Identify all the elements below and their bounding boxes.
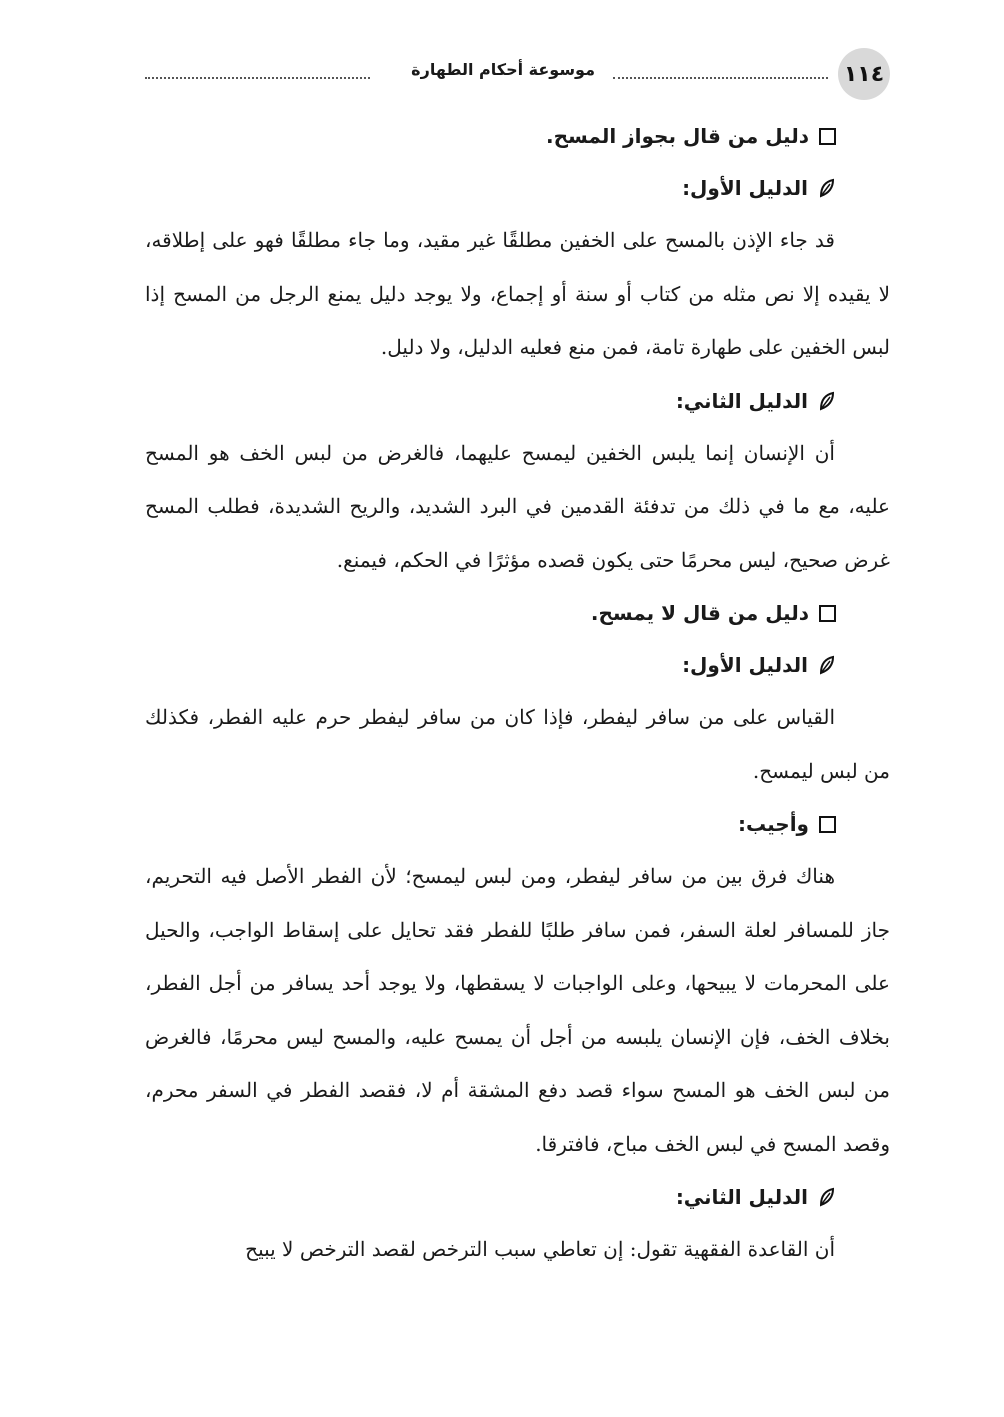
header-dotted-rule-right	[613, 77, 828, 79]
header-dotted-rule-left	[145, 77, 370, 79]
checkbox-square-icon	[819, 605, 836, 622]
evidence-heading-text: الدليل الأول:	[682, 653, 808, 677]
evidence-heading-text: الدليل الثاني:	[675, 1185, 808, 1209]
section-heading	[145, 798, 836, 850]
paragraph: قد جاء الإذن بالمسح على الخفين مطلقًا غير مقيد، وما جاء مطلقًا فهو على إطلاقه، لا يقيده إلا نص مثله من كتاب أو سنة أو إجماع، ولا يوجد دليل يمنع الرجل من المسح إذا لبس الخفين على طهارة تامة، فمن منع فعليه الدليل، ولا دليل.	[145, 228, 890, 359]
paragraph: أن الإنسان إنما يلبس الخفين ليمسح عليهما، فالغرض من لبس الخف هو المسح عليه، مع ما في ذلك من تدفئة القدمين في البرد الشديد، والريح الشديدة، فطلب المسح غرض صحيح، ليس محرمًا حتى يكون قصده مؤثرًا في الحكم، فيمنع.	[145, 440, 890, 572]
paragraph: هناك فرق بين من سافر ليفطر، ومن لبس ليمسح؛ لأن الفطر الأصل فيه التحريم، جاز للمسافر لعلة السفر، فمن سافر طلبًا للفطر فقد تحايل على إسقاط الواجب، والحيل على المحرمات لا يبيحها، وعلى الواجبات لا يسقطها، ولا يوجد أحد يسافر من أجل الفطر، بخلاف الخف، فإن الإنسان يلبسه من أجل أن يمسح عليه، والمسح ليس محرمًا، فالغرض من لبس الخف هو المسح سواء قصد دفع المشقة أم لا، فقصد الفطر في السفر محرم، وقصد المسح في لبس الخف مباح، فافترقا.	[145, 864, 890, 1156]
section-heading-text: وأجيب:	[737, 812, 809, 836]
section-heading-text: دليل من قال لا يمسح.	[590, 601, 809, 625]
evidence-heading	[145, 639, 836, 691]
page-number: ١١٤	[838, 48, 890, 100]
page-header	[145, 48, 890, 100]
leaf-icon	[818, 178, 836, 198]
evidence-heading	[145, 162, 836, 214]
checkbox-square-icon	[819, 816, 836, 833]
page-content	[145, 110, 890, 1277]
leaf-icon	[818, 655, 836, 675]
paragraph: القياس على من سافر ليفطر، فإذا كان من سافر ليفطر حرم عليه الفطر، فكذلك من لبس ليمسح.	[145, 705, 890, 783]
leaf-icon	[818, 1187, 836, 1207]
section-heading-text: دليل من قال بجواز المسح.	[546, 124, 809, 148]
evidence-heading-text: الدليل الأول:	[682, 176, 808, 200]
book-title: موسوعة أحكام الطهارة	[411, 60, 595, 79]
checkbox-square-icon	[819, 128, 836, 145]
evidence-heading	[145, 1171, 836, 1223]
evidence-heading-text: الدليل الثاني:	[675, 388, 808, 413]
evidence-heading	[145, 375, 836, 427]
section-heading	[145, 587, 836, 639]
paragraph: أن القاعدة الفقهية تقول: إن تعاطي سبب الترخص لقصد الترخص لا يبيح	[245, 1237, 835, 1261]
leaf-icon	[818, 391, 836, 411]
section-heading	[145, 110, 836, 162]
